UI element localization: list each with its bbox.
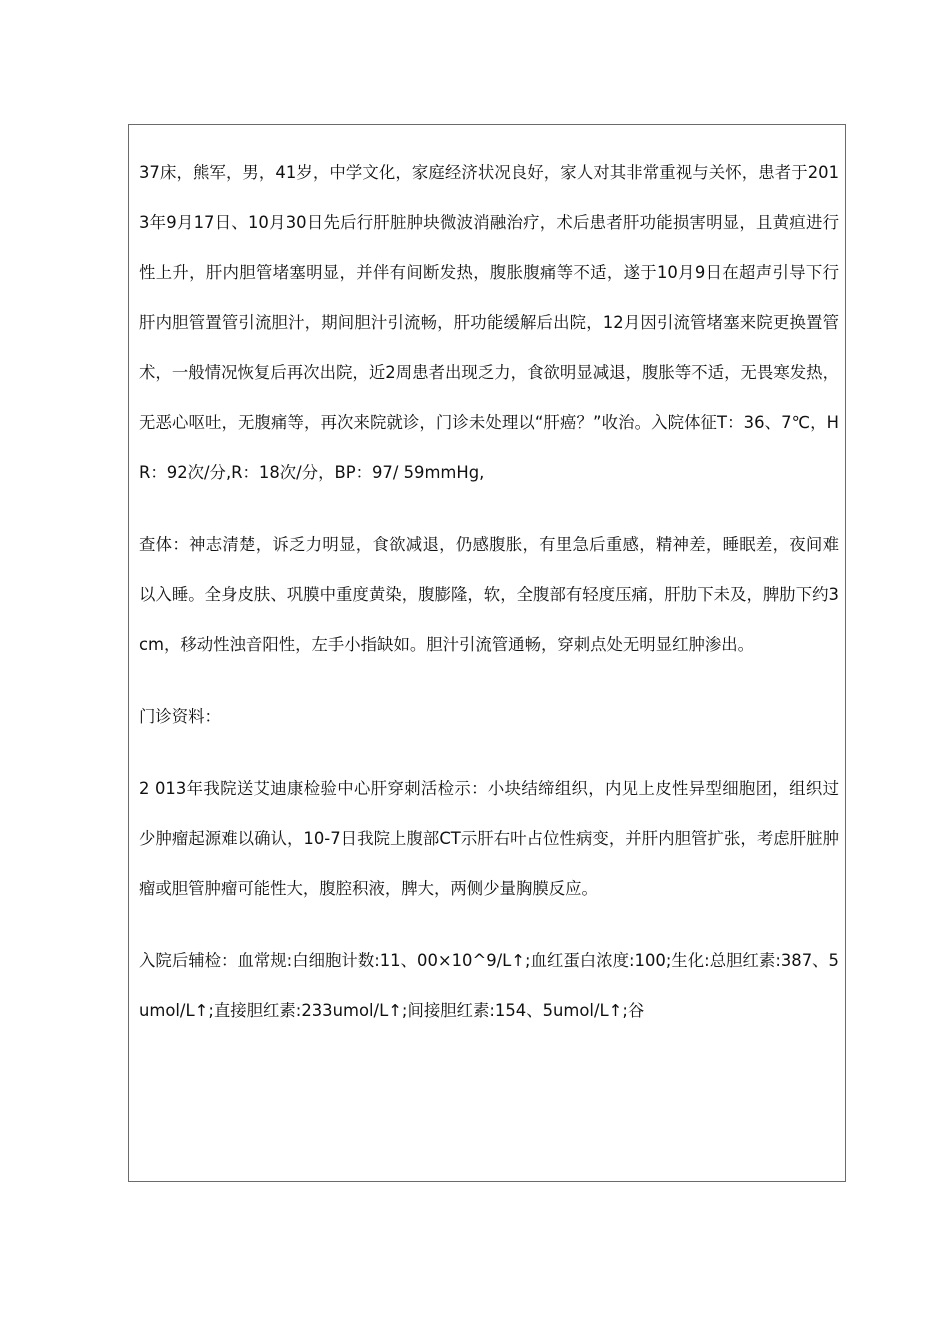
paragraph-case-history: 37床，熊军，男，41岁，中学文化，家庭经济状况良好，家人对其非常重视与关怀，患者于2013年9月17日、10月30日先后行肝脏肿块微波消融治疗，术后患者肝功能损害明显，且黄疸进行性上升，肝内胆管堵塞明显，并伴有间断发热，腹胀腹痛等不适，遂于10月9日在超声引导下行肝内胆管置管引流胆汁，期间胆汁引流畅，肝功能缓解后出院，12月因引流管堵塞来院更换置管术，一般情况恢复后再次出院，近2周患者出现乏力，食欲明显减退，腹胀等不适，无畏寒发热，无恶心呕吐，无腹痛等，再次来院就诊，门诊未处理以“肝癌？”收治。入院体征T：36、7℃，HR：92次/分,R：18次/分，BP：97/ 59mmHg, bbox=[139, 163, 839, 482]
document-body bbox=[139, 148, 839, 1036]
paragraph-outpatient-heading: 门诊资料： bbox=[139, 707, 221, 726]
document-frame bbox=[128, 124, 846, 1182]
paragraph-physical-exam: 查体：神志清楚，诉乏力明显，食欲减退，仍感腹胀，有里急后重感，精神差，睡眠差，夜间难以入睡。全身皮肤、巩膜中重度黄染，腹膨隆，软，全腹部有轻度压痛，肝肋下未及，脾肋下约3cm，移动性浊音阳性，左手小指缺如。胆汁引流管通畅，穿刺点处无明显红肿渗出。 bbox=[139, 535, 839, 654]
paragraph-admission-tests: 入院后辅检：血常规:白细胞计数:11、00×10^9/L↑;血红蛋白浓度:100;生化:总胆红素:387、5umol/L↑;直接胆红素:233umol/L↑;间接胆红素:154、5umol/L↑;谷 bbox=[139, 951, 839, 1020]
paragraph-outpatient-data: 2 013年我院送艾迪康检验中心肝穿刺活检示：小块结缔组织，内见上皮性异型细胞团，组织过少肿瘤起源难以确认，10-7日我院上腹部CT示肝右叶占位性病变，并肝内胆管扩张，考虑肝脏肿瘤或胆管肿瘤可能性大，腹腔积液，脾大，两侧少量胸膜反应。 bbox=[139, 779, 839, 898]
